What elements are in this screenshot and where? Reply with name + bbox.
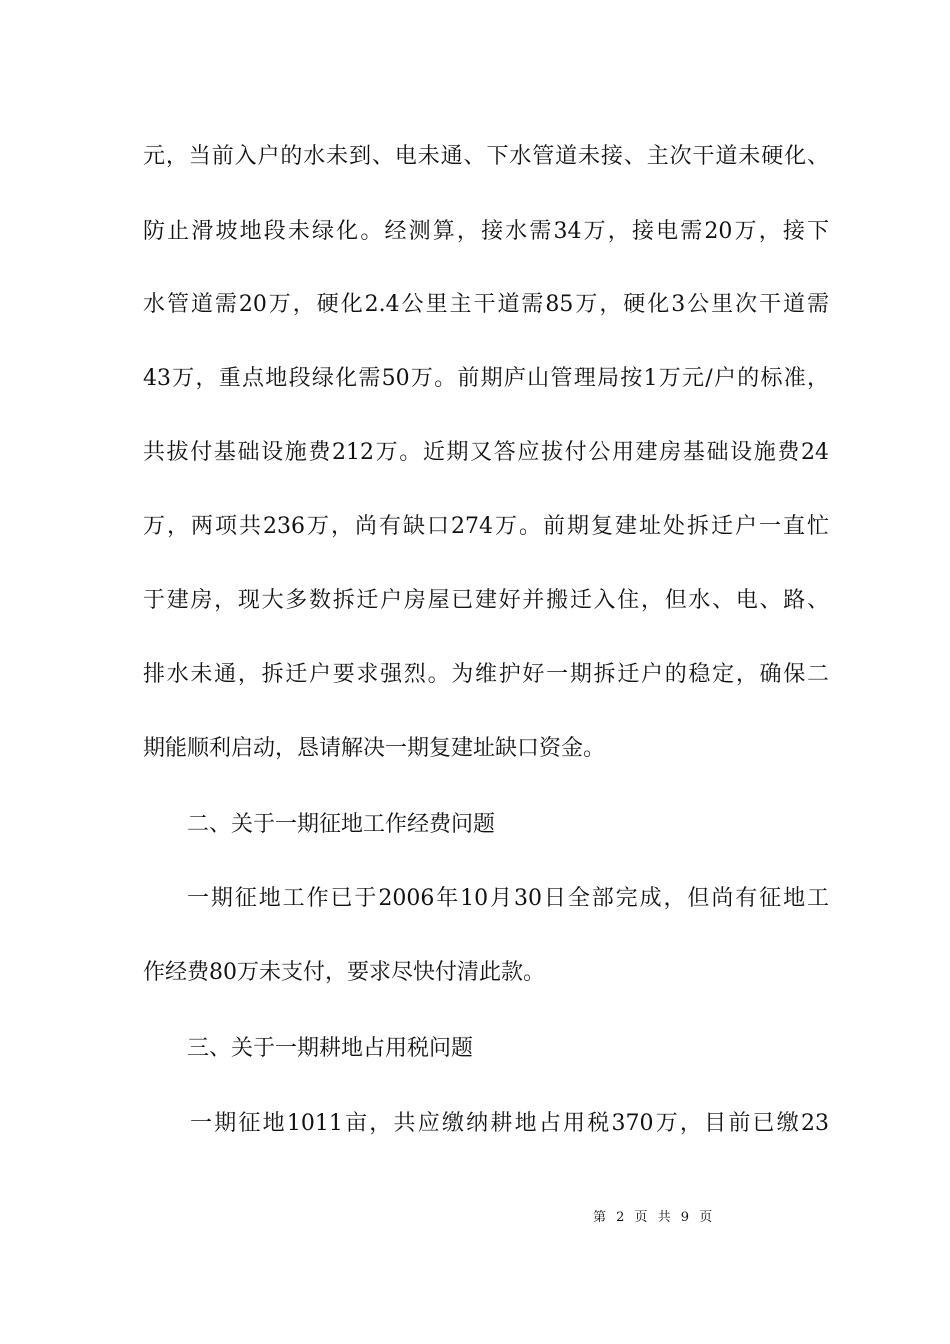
- body-line: 防止滑坡地段未绿化。经测算，接水需34万，接电需20万，接下: [143, 219, 829, 244]
- body-line: 43万，重点地段绿化需50万。前期庐山管理局按1万元/户的标准，: [143, 366, 829, 391]
- body-line: 水管道需20万，硬化2.4公里主干道需85万，硬化3公里次干道需: [143, 292, 829, 317]
- page-number: 第 2 页 共 9 页: [593, 1210, 716, 1225]
- section-heading: 三、关于一期耕地占用税问题: [187, 1036, 474, 1061]
- body-line: 共拔付基础设施费212万。近期又答应拔付公用建房基础设施费24: [143, 440, 829, 465]
- body-line: 作经费80万未支付，要求尽快付清此款。: [143, 960, 545, 985]
- body-line: 元，当前入户的水未到、电未通、下水管道未接、主次干道未硬化、: [143, 144, 829, 169]
- body-line: 一期征地1011亩，共应缴纳耕地占用税370万，目前已缴23: [190, 1111, 829, 1136]
- body-line: 一期征地工作已于2006年10月30日全部完成，但尚有征地工: [187, 886, 829, 911]
- body-line: 于建房，现大多数拆迁户房屋已建好并搬迁入住，但水、电、路、: [143, 588, 829, 613]
- section-heading: 二、关于一期征地工作经费问题: [187, 812, 496, 837]
- body-line: 排水未通，拆迁户要求强烈。为维护好一期拆迁户的稳定，确保二: [143, 662, 829, 687]
- body-line: 期能顺利启动，恳请解决一期复建址缺口资金。: [143, 736, 606, 761]
- body-line: 万，两项共236万，尚有缺口274万。前期复建址处拆迁户一直忙: [143, 514, 829, 539]
